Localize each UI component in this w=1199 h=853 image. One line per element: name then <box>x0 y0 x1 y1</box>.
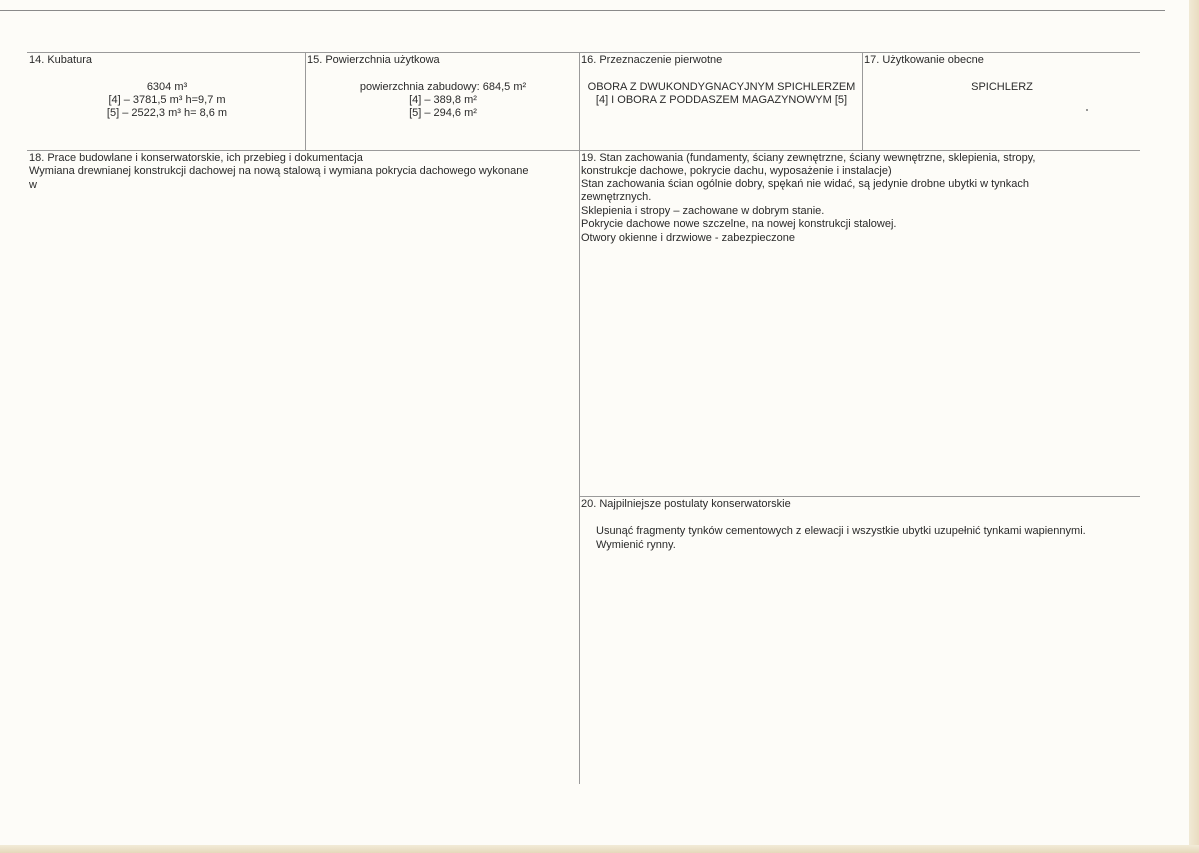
przeznaczenie-line-1: OBORA Z DWUKONDYGNACYJNYM SPICHLERZEM <box>587 81 856 93</box>
stan-line-3: Sklepienia i stropy – zachowane w dobrym stanie. <box>581 205 825 217</box>
prace-header: 18. Prace budowlane i konserwatorskie, ich przebieg i dokumentacja <box>29 152 363 164</box>
uzytkowanie-value: SPICHLERZ <box>971 81 1033 93</box>
stan-line-1: Stan zachowania ścian ogólnie dobry, spękań nie widać, są jedynie drobne ubytki w tynkach <box>581 178 1030 190</box>
kubatura-total: 6304 m³ <box>146 81 188 93</box>
top-rule <box>0 10 1165 11</box>
section20-top-rule <box>580 496 1140 497</box>
stan-line-5: Otwory okienne i drzwiowe - zabezpieczone <box>581 232 795 244</box>
przeznaczenie-header: 16. Przeznaczenie pierwotne <box>581 54 723 66</box>
powierzchnia-line-5: [5] – 294,6 m² <box>409 107 477 119</box>
divider-16-17 <box>862 52 863 150</box>
stan-header-line-1: 19. Stan zachowania (fundamenty, ściany zewnętrzne, ściany wewnętrzne, sklepienia, stropy, <box>581 152 1036 164</box>
przeznaczenie-line-2: [4] I OBORA Z PODDASZEM MAGAZYNOWYM [5] <box>595 94 848 106</box>
powierzchnia-zabudowy: powierzchnia zabudowy: 684,5 m² <box>359 81 527 93</box>
kubatura-line-5: [5] – 2522,3 m³ h= 8,6 m <box>106 107 228 119</box>
stan-line-2: zewnętrznych. <box>581 191 652 203</box>
prace-line-2: w <box>29 179 37 191</box>
kubatura-header: 14. Kubatura <box>29 54 92 66</box>
stray-mark <box>1086 109 1088 111</box>
postulaty-line-1: Usunąć fragmenty tynków cementowych z elewacji i wszystkie ubytki uzupełnić tynkami wapiennymi. <box>596 525 1086 537</box>
divider-14-15 <box>305 52 306 150</box>
row1-top-rule <box>27 52 1140 53</box>
stan-line-4: Pokrycie dachowe nowe szczelne, na nowej konstrukcji stalowej. <box>581 218 897 230</box>
kubatura-line-4: [4] – 3781,5 m³ h=9,7 m <box>108 94 226 106</box>
divider-15-16 <box>579 52 580 784</box>
stan-header-line-2: konstrukcje dachowe, pokrycie dachu, wyposażenie i instalacje) <box>581 165 892 177</box>
paper-edge <box>1189 0 1199 853</box>
powierzchnia-header: 15. Powierzchnia użytkowa <box>307 54 440 66</box>
uzytkowanie-header: 17. Użytkowanie obecne <box>864 54 984 66</box>
postulaty-header: 20. Najpilniejsze postulaty konserwatorskie <box>581 498 791 510</box>
paper-edge-bottom <box>0 845 1199 853</box>
powierzchnia-line-4: [4] – 389,8 m² <box>409 94 477 106</box>
row2-top-rule <box>27 150 1140 151</box>
prace-line-1: Wymiana drewnianej konstrukcji dachowej na nową stalową i wymiana pokrycia dachowego wykonane <box>29 165 529 177</box>
postulaty-line-2: Wymienić rynny. <box>596 539 676 551</box>
